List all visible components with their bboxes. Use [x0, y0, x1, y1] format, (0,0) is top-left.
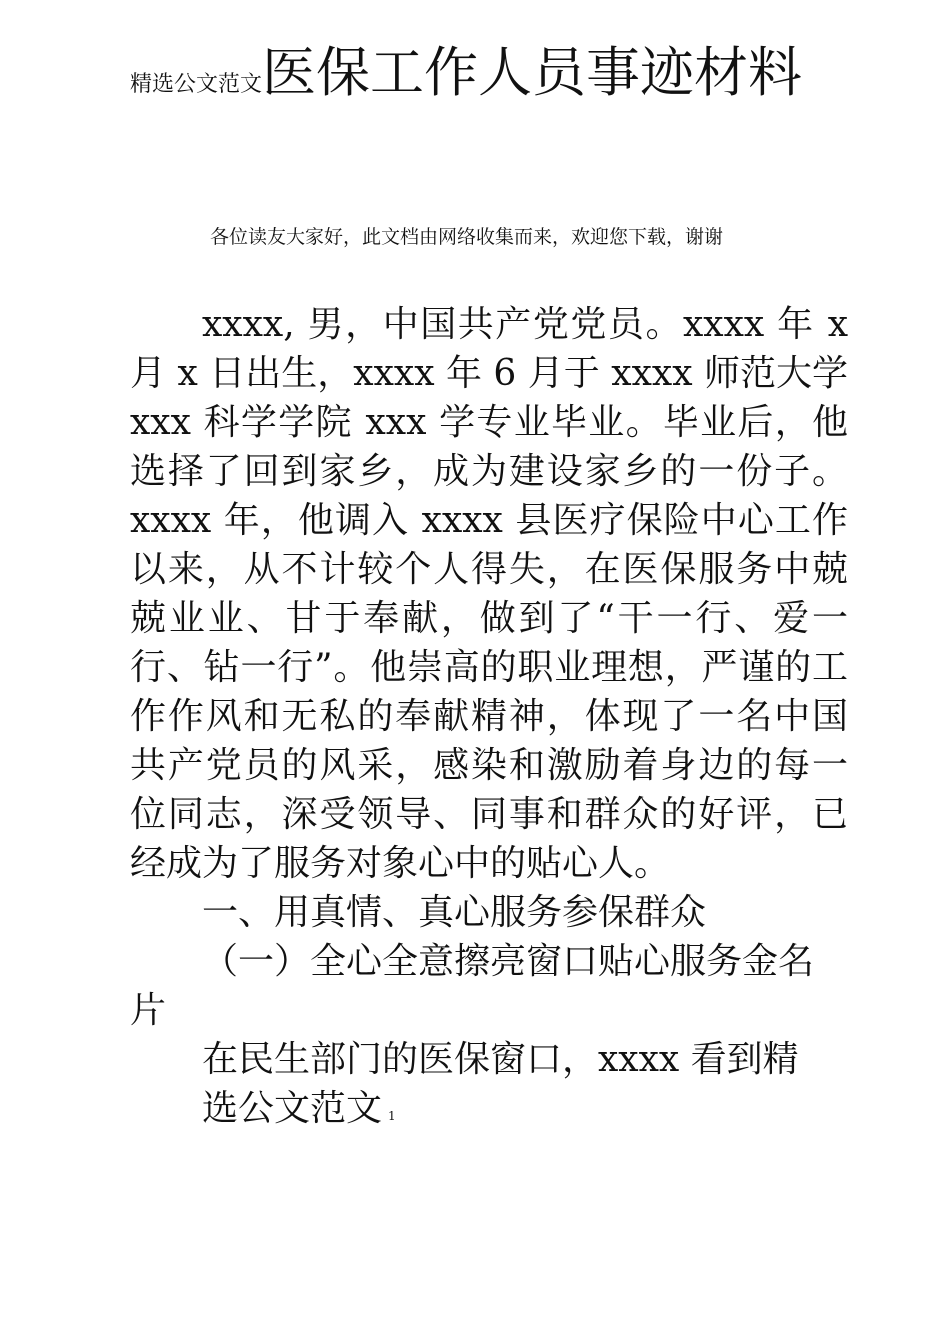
document-body: [130, 300, 848, 1141]
page-footer: [130, 1084, 848, 1141]
section-heading-1: 一、用真情、真心服务参保群众: [202, 892, 707, 933]
subsection-heading-1: （一）全心全意擦亮窗口贴心服务金名片: [130, 941, 815, 1031]
document-title: [130, 40, 830, 119]
page-number: 1: [388, 1109, 396, 1123]
footer-label: 选公文范文: [202, 1088, 383, 1129]
greeting-line: 各位读友大家好，此文档由网络收集而来，欢迎您下载，谢谢: [210, 226, 724, 248]
body-paragraph-window: 在民生部门的医保窗口，xxxx 看到精: [202, 1039, 799, 1080]
title-main: 医保工作人员事迹材料: [262, 41, 803, 104]
body-paragraph-intro: xxxx, 男，中国共产党党员。xxxx 年 x 月 x 日出生，xxxx 年 6 月于 xxxx 师范大学 xxx 科学学院 xxx 学专业毕业。毕业后，他选择了回到家乡，成为建设家乡的一份子。xxxx 年，他调入 xxxx 县医疗保险中心工作以来，从不计较个人得失，在医保服务中兢兢业业、甘于奉献，做到了“干一行、爱一行、钻一行”。他崇高的职业理想，严谨的工作作风和无私的奉献精神，体现了一名中国共产党员的风采，感染和激励着身边的每一位同志，深受领导、同事和群众的好评，已经成为了服务对象心中的贴心人。: [130, 304, 848, 884]
title-prefix: 精选公文范文: [130, 72, 263, 97]
